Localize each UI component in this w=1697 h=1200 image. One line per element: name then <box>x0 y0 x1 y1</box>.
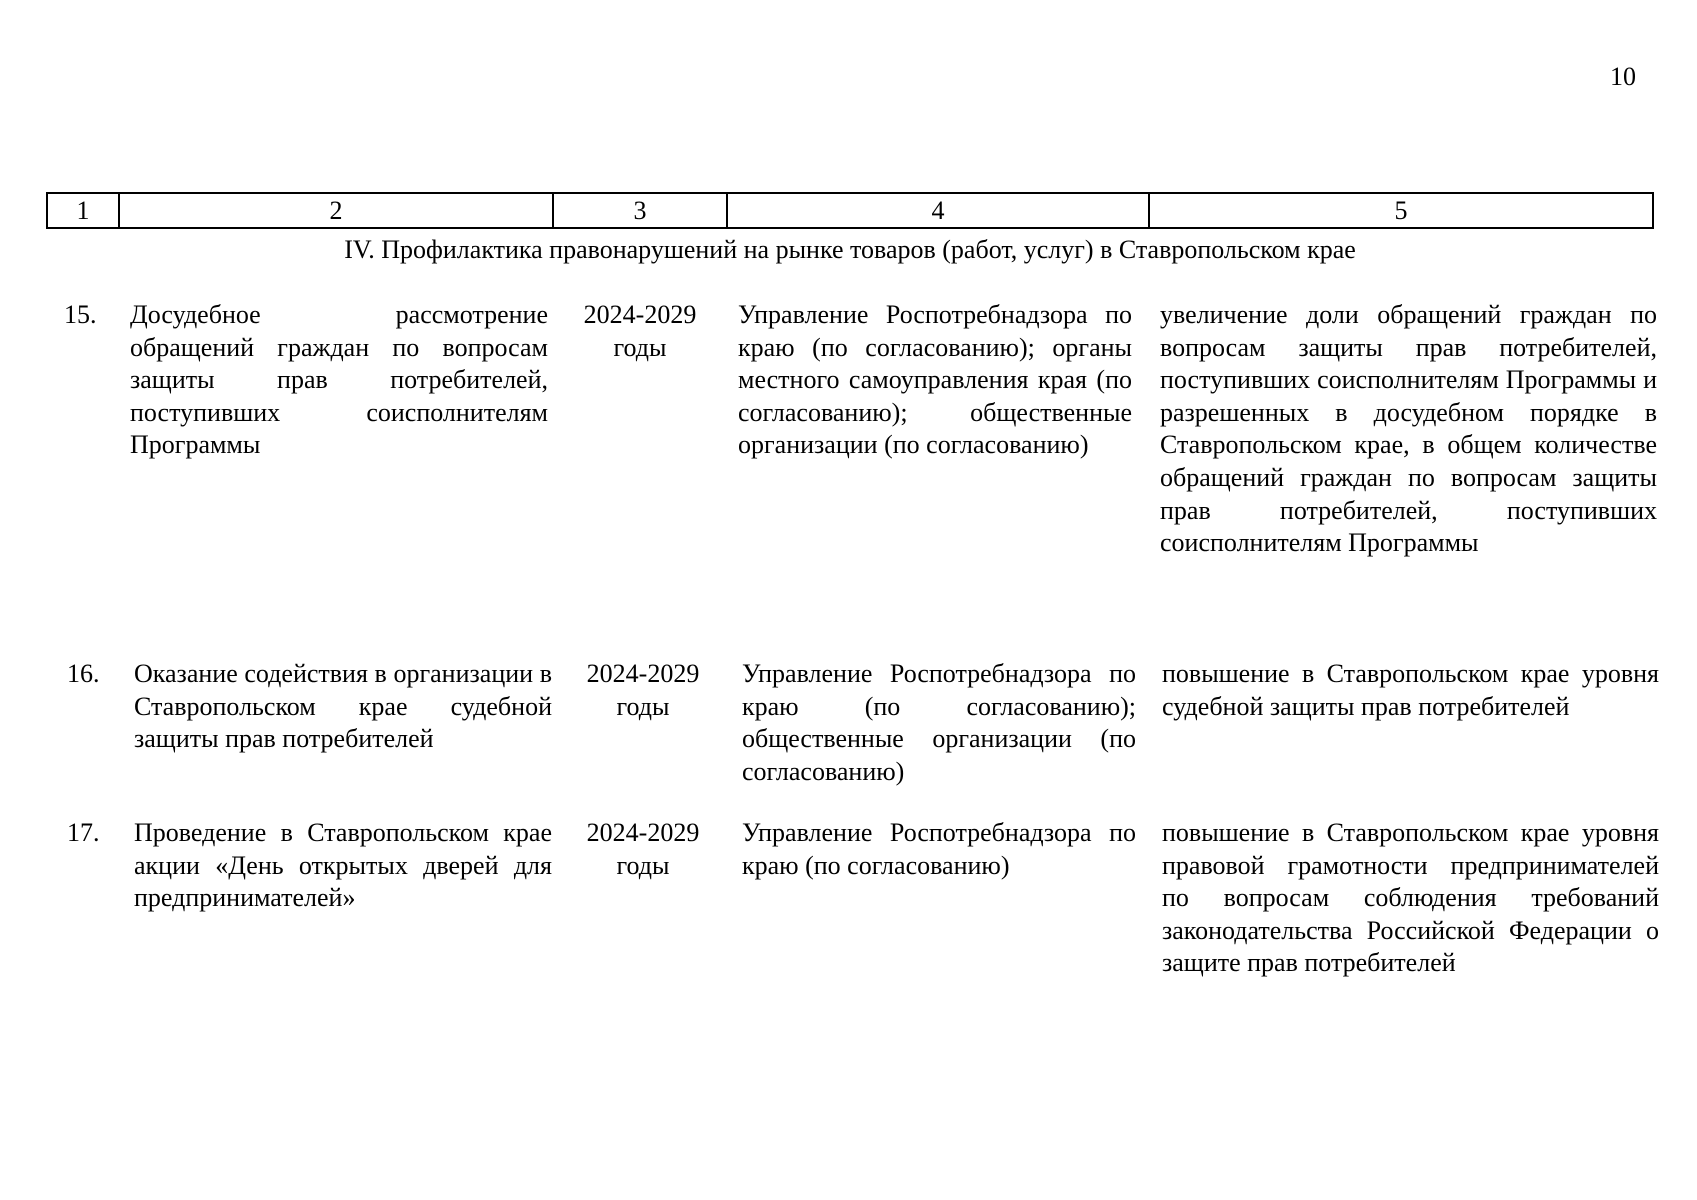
header-cell-1: 1 <box>48 194 120 227</box>
header-cell-5: 5 <box>1394 196 1408 225</box>
executors: Управление Роспотребнадзора по краю (по согласованию) <box>742 818 1136 880</box>
implementation-term: 2024-2029 годы <box>586 659 700 721</box>
expected-result: увеличение доли обращений граждан по вопросам защиты прав потребителей, поступивших соисполнителям Программы и разрешенных в досудебном порядке в Ставропольском крае, в общем количестве обращений граждан по вопросам защиты прав потребителей, поступивших соисполнителям Программы <box>1160 300 1657 558</box>
header-cell-3: 3 <box>554 194 728 227</box>
implementation-term: 2024-2029 годы <box>586 818 700 880</box>
section-title: IV. Профилактика правонарушений на рынке товаров (работ, услуг) в Ставропольском крае <box>344 235 1356 264</box>
implementation-term: 2024-2029 годы <box>583 300 697 362</box>
row-number: 16. <box>67 659 100 688</box>
header-cell-2: 2 <box>120 194 554 227</box>
executors: Управление Роспотребнадзора по краю (по согласованию); общественные организации (по согласованию) <box>742 659 1136 786</box>
row-number: 17. <box>67 818 100 847</box>
header-cell-4: 4 <box>728 194 1150 227</box>
expected-result: повышение в Ставропольском крае уровня судебной защиты прав потребителей <box>1162 659 1659 721</box>
executors: Управление Роспотребнадзора по краю (по согласованию); органы местного самоуправления края (по согласованию); общественные организации (по согласованию) <box>738 300 1132 460</box>
column-number-header <box>46 192 1654 229</box>
activity-name: Оказание содействия в организации в Ставропольском крае судебной защиты прав потребителей <box>134 659 552 754</box>
activity-name: Проведение в Ставропольском крае акции «День открытых дверей для предпринимателей» <box>134 818 552 913</box>
activity-name: Досудебное рассмотрение обращений граждан по вопросам защиты прав потребителей, поступивших соисполнителям Программы <box>130 300 548 460</box>
expected-result: повышение в Ставропольском крае уровня правовой грамотности предпринимателей по вопросам соблюдения требований законодательства Российской Федерации о защите прав потребителей <box>1162 818 1659 978</box>
page-number: 10 <box>1610 62 1636 91</box>
row-number: 15. <box>64 300 97 329</box>
